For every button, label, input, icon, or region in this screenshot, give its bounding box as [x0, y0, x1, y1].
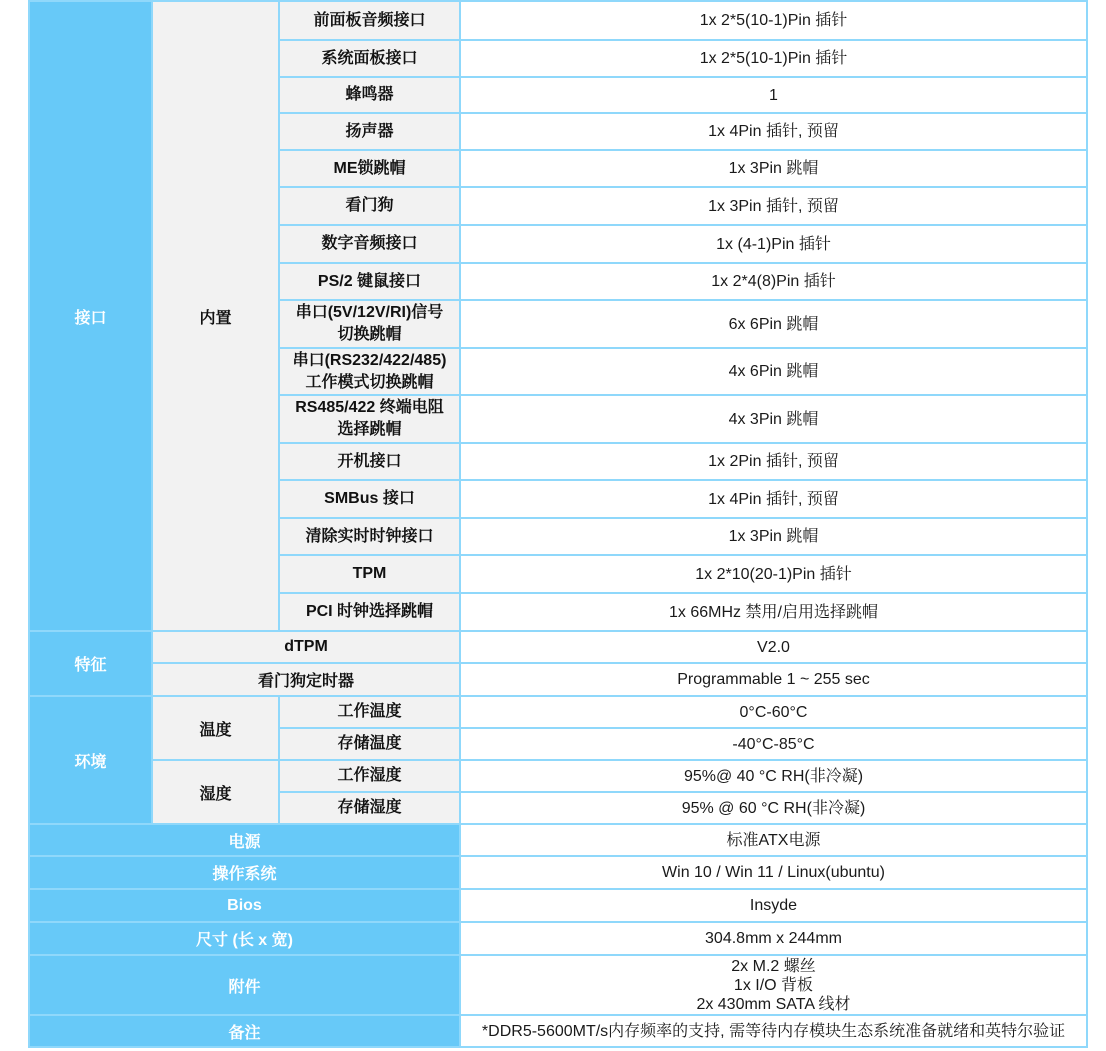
spec-value: [460, 443, 1087, 480]
spec-label: [279, 395, 460, 443]
table-row: [29, 663, 1087, 696]
cell-line: 1x 66MHz 禁用/启用选择跳帽: [669, 603, 878, 621]
table-row: [29, 856, 1087, 889]
cell-line: 串口(5V/12V/RI)信号: [295, 304, 444, 321]
remarks-value: *DDR5-5600MT/s内存频率的支持, 需等待内存模块生态系统准备就绪和英特尔验证: [460, 1015, 1087, 1047]
cell-line: 前面板音频接口: [313, 11, 426, 29]
spec-label: 存储温度: [279, 728, 460, 760]
cell-line: 1: [769, 86, 778, 104]
spec-label: [279, 555, 460, 593]
cell-line: 1x 2*5(10-1)Pin 插针: [699, 12, 848, 29]
cell-line: 2x 430mm SATA 线材: [696, 995, 851, 1013]
cell-line: TPM: [352, 565, 387, 582]
spec-value: 95%@ 40 °C RH(非冷凝): [460, 760, 1087, 792]
cell-line: 1x 3Pin 插针, 预留: [708, 197, 839, 215]
cell-line: 扬声器: [345, 122, 394, 140]
table-row: [29, 760, 1087, 792]
spec-label: [279, 593, 460, 631]
subcategory-humidity: 湿度: [152, 760, 279, 824]
remarks-label: 备注: [29, 1015, 460, 1047]
spec-value: V2.0: [460, 631, 1087, 663]
table-row: [29, 1015, 1087, 1047]
spec-value: -40°C-85°C: [460, 728, 1087, 760]
cell-line: 清除实时时钟接口: [305, 527, 434, 545]
spec-value: [460, 225, 1087, 263]
spec-value: 95% @ 60 °C RH(非冷凝): [460, 792, 1087, 824]
table-row: [29, 889, 1087, 922]
spec-value: [460, 77, 1087, 113]
cell-line: 切换跳帽: [337, 326, 402, 343]
cell-line: 1x I/O 背板: [733, 976, 814, 994]
spec-label: [279, 225, 460, 263]
spec-label: 看门狗定时器: [152, 663, 460, 696]
cell-line: 开机接口: [337, 452, 402, 470]
accessories-label: 附件: [29, 955, 460, 1015]
table-row: [29, 696, 1087, 728]
spec-value: 0°C-60°C: [460, 696, 1087, 728]
spec-value: [460, 348, 1087, 395]
spec-value: [460, 593, 1087, 631]
cell-line: 4x 3Pin 跳帽: [728, 410, 819, 428]
spec-label: [279, 1, 460, 40]
spec-label: [279, 443, 460, 480]
cell-line: 1x 4Pin 插针, 预留: [708, 123, 839, 140]
cell-line: PS/2 键鼠接口: [317, 272, 422, 290]
table-row: [29, 955, 1087, 1015]
spec-label: [279, 40, 460, 77]
cell-line: 串口(RS232/422/485): [292, 351, 447, 369]
spec-label: [279, 480, 460, 518]
spec-value: [460, 555, 1087, 593]
spec-label: 存储湿度: [279, 792, 460, 824]
accessories-value: [460, 955, 1087, 1015]
spec-value: [460, 1, 1087, 40]
cell-line: 2x M.2 螺丝: [731, 957, 816, 975]
cell-line: 4x 6Pin 跳帽: [728, 363, 819, 380]
os-label: 操作系统: [29, 856, 460, 889]
cell-line: 蜂鸣器: [345, 86, 394, 103]
cell-line: ME锁跳帽: [333, 159, 406, 177]
cell-line: SMBus 接口: [324, 490, 415, 507]
spec-value: [460, 187, 1087, 225]
spec-value: Programmable 1 ~ 255 sec: [460, 663, 1087, 696]
cell-line: 1x 2*10(20-1)Pin 插针: [695, 565, 852, 583]
cell-line: 1x (4-1)Pin 插针: [716, 235, 831, 253]
spec-value: [460, 40, 1087, 77]
cell-line: 1x 4Pin 插针, 预留: [708, 490, 839, 508]
spec-label: [279, 150, 460, 187]
bios-label: Bios: [29, 889, 460, 922]
cell-line: 1x 2*5(10-1)Pin 插针: [699, 50, 848, 67]
cell-line: 1x 2Pin 插针, 预留: [708, 453, 839, 470]
table-row: [29, 922, 1087, 955]
cell-line: 工作模式切换跳帽: [305, 373, 434, 391]
size-label: 尺寸 (长 x 宽): [29, 922, 460, 955]
power-label: 电源: [29, 824, 460, 856]
cell-line: 6x 6Pin 跳帽: [728, 315, 819, 333]
table-row: [29, 824, 1087, 856]
table-row: [29, 631, 1087, 663]
cell-line: 选择跳帽: [337, 421, 402, 438]
category-environment: 环境: [29, 696, 152, 824]
spec-value: [460, 300, 1087, 348]
spec-label: [279, 263, 460, 300]
spec-value: [460, 518, 1087, 555]
spec-table: [28, 0, 1088, 1048]
spec-label: [279, 113, 460, 150]
spec-value: [460, 263, 1087, 300]
spec-label: [279, 348, 460, 395]
spec-value: [460, 113, 1087, 150]
cell-line: 1x 3Pin 跳帽: [728, 528, 819, 545]
cell-line: 看门狗: [345, 197, 394, 214]
spec-label: [279, 300, 460, 348]
power-value: 标准ATX电源: [460, 824, 1087, 856]
spec-value: [460, 480, 1087, 518]
subcategory-temperature: 温度: [152, 696, 279, 760]
spec-label: [279, 187, 460, 225]
category-feature: 特征: [29, 631, 152, 696]
size-value: 304.8mm x 244mm: [460, 922, 1087, 955]
spec-value: [460, 150, 1087, 187]
spec-value: [460, 395, 1087, 443]
os-value: Win 10 / Win 11 / Linux(ubuntu): [460, 856, 1087, 889]
cell-line: 数字音频接口: [321, 235, 418, 252]
category-interface: 接口: [29, 1, 152, 631]
spec-label: 工作温度: [279, 696, 460, 728]
spec-label: 工作湿度: [279, 760, 460, 792]
cell-line: 系统面板接口: [321, 49, 418, 67]
spec-label: dTPM: [152, 631, 460, 663]
table-row: [29, 1, 1087, 40]
spec-label: [279, 518, 460, 555]
cell-line: RS485/422 终端电阻: [295, 399, 444, 416]
cell-line: 1x 3Pin 跳帽: [728, 160, 819, 177]
cell-line: 1x 2*4(8)Pin 插针: [711, 273, 836, 290]
cell-line: PCI 时钟选择跳帽: [305, 603, 434, 620]
bios-value: Insyde: [460, 889, 1087, 922]
subcategory-internal: 内置: [152, 1, 279, 631]
spec-label: [279, 77, 460, 113]
